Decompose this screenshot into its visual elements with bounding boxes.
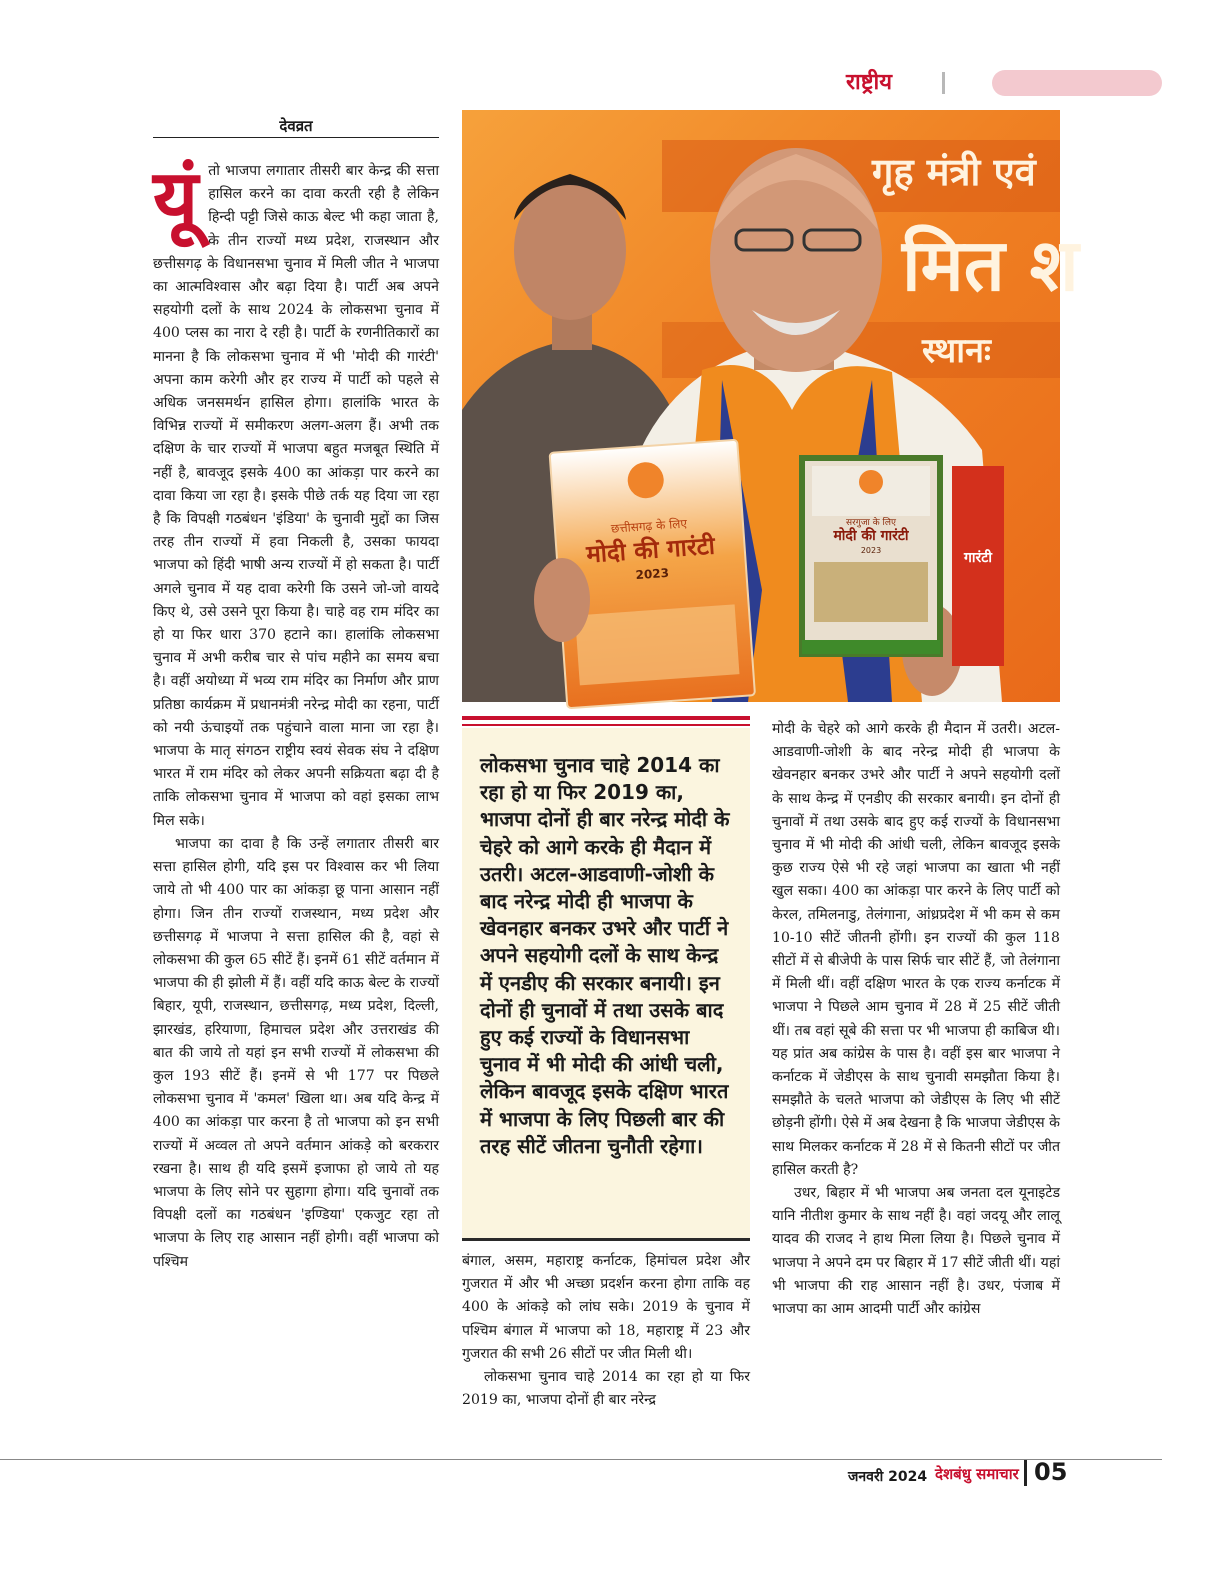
paragraph: बंगाल, असम, महाराष्ट्र कर्नाटक, हिमांचल प्रदेश और गुजरात में और भी अच्छा प्रदर्शन करना होगा ताकि वह 400 के आंकड़े को लांघ सके। 2019 के चुनाव में पश्चिम बंगाल में भाजपा को 18, महाराष्ट्र में 23 और गुजरात की सभी 26 सीटों पर जीत मिली थी।	[462, 1253, 750, 1362]
author-byline: देवव्रत	[279, 117, 313, 135]
book-title: गारंटी	[964, 550, 992, 566]
book-title: मोदी की गारंटी	[585, 531, 716, 569]
byline-rule	[153, 137, 439, 138]
footer-divider	[1024, 1460, 1027, 1486]
paragraph: उधर, बिहार में भी भाजपा अब जनता दल यूनाइटेड यानि नीतीश कुमार के साथ नहीं है। वहां जदयू और लालू यादव की राजद ने हाथ मिला लिया है। पिछले चुनाव में भाजपा ने अपने दम पर बिहार में 17 सीटें जीती थीं। यहां भी भाजपा की राह आसान नहीं है। उधर, पंजाब में भाजपा का आम आदमी पार्टी और कांग्रेस	[772, 1185, 1060, 1318]
paragraph: तो भाजपा लगातार तीसरी बार केन्द्र की सत्ता हासिल करने का दावा करती रही है लेकिन हिन्दी पट्टी जिसे काऊ बेल्ट भी कहा जाता है, के तीन राज्यों मध्य प्रदेश, राजस्थान और छत्तीसगढ़ के विधानसभा चुनाव में मिली जीत ने भाजपा का आत्मविश्वास और बढ़ा दिया है। पार्टी अब अपने सहयोगी दलों के साथ 2024 के लोकसभा चुनाव में 400 प्लस का नारा दे रही है। पार्टी के रणनीतिकारों का मानना है कि लोकसभा चुनाव में भी 'मोदी की गारंटी' अपना काम करेगी और हर राज्य में पार्टी को पहले से अधिक जनसमर्थन हासिल होगा। हालांकि भारत के विभिन्न राज्यों में समीकरण अलग-अलग हैं। अभी तक दक्षिण के चार राज्यों में भाजपा बहुत मजबूत स्थिति में नहीं है, बावजूद इसके 400 का आंकड़ा पार करने का दावा किया जा रहा है। इसके पीछे तर्क यह दिया जा रहा है कि विपक्षी गठबंधन 'इंडिया' के चुनावी मुद्दों का जिस तरह तीन राज्यों में हवा निकली है, उसका फायदा भाजपा को हिंदी भाषी अन्य राज्यों में हो सकता है। पार्टी अगले चुनाव में यह दावा करेगी कि उसने जो-जो वायदे किए थे, उसे उसने पूरा किया है। चाहे वह राम मंदिर का हो या फिर धारा 370 हटाने का। हालांकि लोकसभा चुनाव में अभी करीब चार से पांच महीने का समय बचा है। वहीं अयोध्या में भव्य राम मंदिर का निर्माण और प्राण प्रतिष्ठा कार्यक्रम में प्रधानमंत्री नरेन्द्र मोदी का रहना, पार्टी को नयी ऊंचाइयों तक पहुंचाने वाला माना जा रहा है। भाजपा के मातृ संगठन राष्ट्रीय स्वयं सेवक संघ ने दक्षिण भारत में राम मंदिर को लेकर अपनी सक्रियता बढ़ा दी है ताकि लोकसभा चुनाव में भाजपा को वहां इसका लाभ मिल सके।	[153, 163, 439, 829]
page-number: 05	[1034, 1458, 1068, 1486]
drop-cap: यूं	[153, 154, 199, 244]
pullquote-rule	[462, 1238, 750, 1241]
pullquote-rule	[462, 724, 750, 726]
pull-quote	[462, 728, 750, 1238]
book-subtitle: सरगुजा के लिए	[846, 518, 896, 528]
book-year: 2023	[635, 565, 670, 583]
article-column-1	[153, 154, 439, 1274]
paragraph: लोकसभा चुनाव चाहे 2014 का रहा हो या फिर 2019 का, भाजपा दोनों ही बार नरेन्द्र	[462, 1369, 750, 1409]
banner-text: मित श	[902, 223, 1079, 307]
article-column-3	[772, 718, 1060, 1321]
footer-rule	[0, 1459, 1162, 1460]
book-year: 2023	[860, 546, 882, 555]
banner-text: गृह मंत्री एवं	[872, 150, 1036, 194]
section-decoration	[992, 70, 1162, 96]
section-divider	[942, 72, 945, 94]
paragraph: मोदी के चेहरे को आगे करके ही मैदान में उतरी। अटल-आडवाणी-जोशी के बाद नरेन्द्र मोदी ही भाजपा के खेवनहार बनकर उभरे और पार्टी ने अपने सहयोगी दलों के साथ केन्द्र में एनडीए की सरकार बनायी। इन दोनों ही चुनावों में तथा उसके बाद हुए कई राज्यों के विधानसभा चुनाव में भी मोदी की आंधी चली, लेकिन बावजूद इसके कुछ राज्य ऐसे भी रहे जहां भाजपा का खाता भी नहीं खुल सका। 400 का आंकड़ा पार करने के लिए पार्टी को केरल, तमिलनाडु, तेलंगाना, आंध्रप्रदेश में भी कम से कम 10-10 सीटें जीतनी होंगी। इन राज्यों की कुल 118 सीटों में से बीजेपी के पास सिर्फ चार सीटें हैं, जो तेलंगाना में मिली थीं। वहीं दक्षिण भारत के एक राज्य कर्नाटक में भाजपा ने पिछले आम चुनाव में 28 में 25 सीटें जीती थीं। तब वहां सूबे की सत्ता पर भी भाजपा ही काबिज थी। यह प्रांत अब कांग्रेस के पास है। वहीं इस बार भाजपा ने कर्नाटक में जेडीएस के साथ चुनावी समझौता किया है। समझौते के चलते भाजपा को जेडीएस के लिए भी सीटें छोड़नी होंगी। ऐसे में अब देखना है कि भाजपा जेडीएस के साथ मिलकर कर्नाटक में 28 में से कितनी सीटों पर जीत हासिल करती है?	[772, 721, 1060, 1178]
banner-text: स्थानः	[922, 331, 991, 371]
pull-quote-text: लोकसभा चुनाव चाहे 2014 का रहा हो या फिर 2019 का, भाजपा दोनों ही बार नरेन्द्र मोदी के चेहरे को आगे करके ही मैदान में उतरी। अटल-आडवाणी-जोशी के बाद नरेन्द्र मोदी ही भाजपा के खेवनहार बनकर उभरे और पार्टी ने अपने सहयोगी दलों के साथ केन्द्र में एनडीए की सरकार बनायी। इन दोनों ही चुनावों में तथा उसके बाद हुए कई राज्यों के विधानसभा चुनाव में भी मोदी की आंधी चली, लेकिन बावजूद इसके दक्षिण भारत में भाजपा के लिए पिछली बार की तरह सीटें जीतना चुनौती रहेगा।	[480, 753, 730, 1158]
pullquote-rule	[462, 716, 750, 720]
article-column-2	[462, 1250, 750, 1412]
article-photo	[462, 110, 1079, 702]
paragraph: भाजपा का दावा है कि उन्हें लगातार तीसरी बार सत्ता हासिल होगी, यदि इस पर विश्वास कर भी लिया जाये तो भी 400 पार का आंकड़ा छू पाना आसान नहीं होगा। जिन तीन राज्यों राजस्थान, मध्य प्रदेश और छत्तीसगढ़ में भाजपा ने सत्ता हासिल की है, वहां से लोकसभा की कुल 65 सीटें हैं। इनमें 61 सीटें वर्तमान में भाजपा की ही झोली में हैं। वहीं यदि काऊ बेल्ट के राज्यों बिहार, यूपी, राजस्थान, छत्तीसगढ़, मध्य प्रदेश, दिल्ली, झारखंड, हरियाणा, हिमाचल प्रदेश और उत्तराखंड की बात की जाये तो यहां इन सभी राज्यों में लोकसभा की कुल 193 सीटें हैं। इनमें से भी 177 पर पिछले लोकसभा चुनाव में 'कमल' खिला था। अब यदि केन्द्र में 400 का आंकड़ा पार करना है तो भाजपा को इन सभी राज्यों में अव्वल तो अपने वर्तमान आंकड़े को बरकरार रखना है। साथ ही यदि इसमें इजाफा हो जाये तो यह भाजपा के लिए सोने पर सुहागा होगा। यदि चुनावों तक विपक्षी दलों का गठबंधन 'इण्डिया' एकजुट रहा तो भाजपा के लिए राह आसान नहीं होगी। वहीं भाजपा को पश्चिम	[153, 835, 439, 1270]
book-title: मोदी की गारंटी	[833, 528, 909, 544]
book-subtitle: छत्तीसगढ़ के लिए	[610, 516, 688, 536]
magazine-name: देशबंधु समाचार	[935, 1465, 1019, 1483]
issue-date: जनवरी 2024	[848, 1469, 928, 1485]
section-label: राष्ट्रीय	[846, 70, 893, 95]
